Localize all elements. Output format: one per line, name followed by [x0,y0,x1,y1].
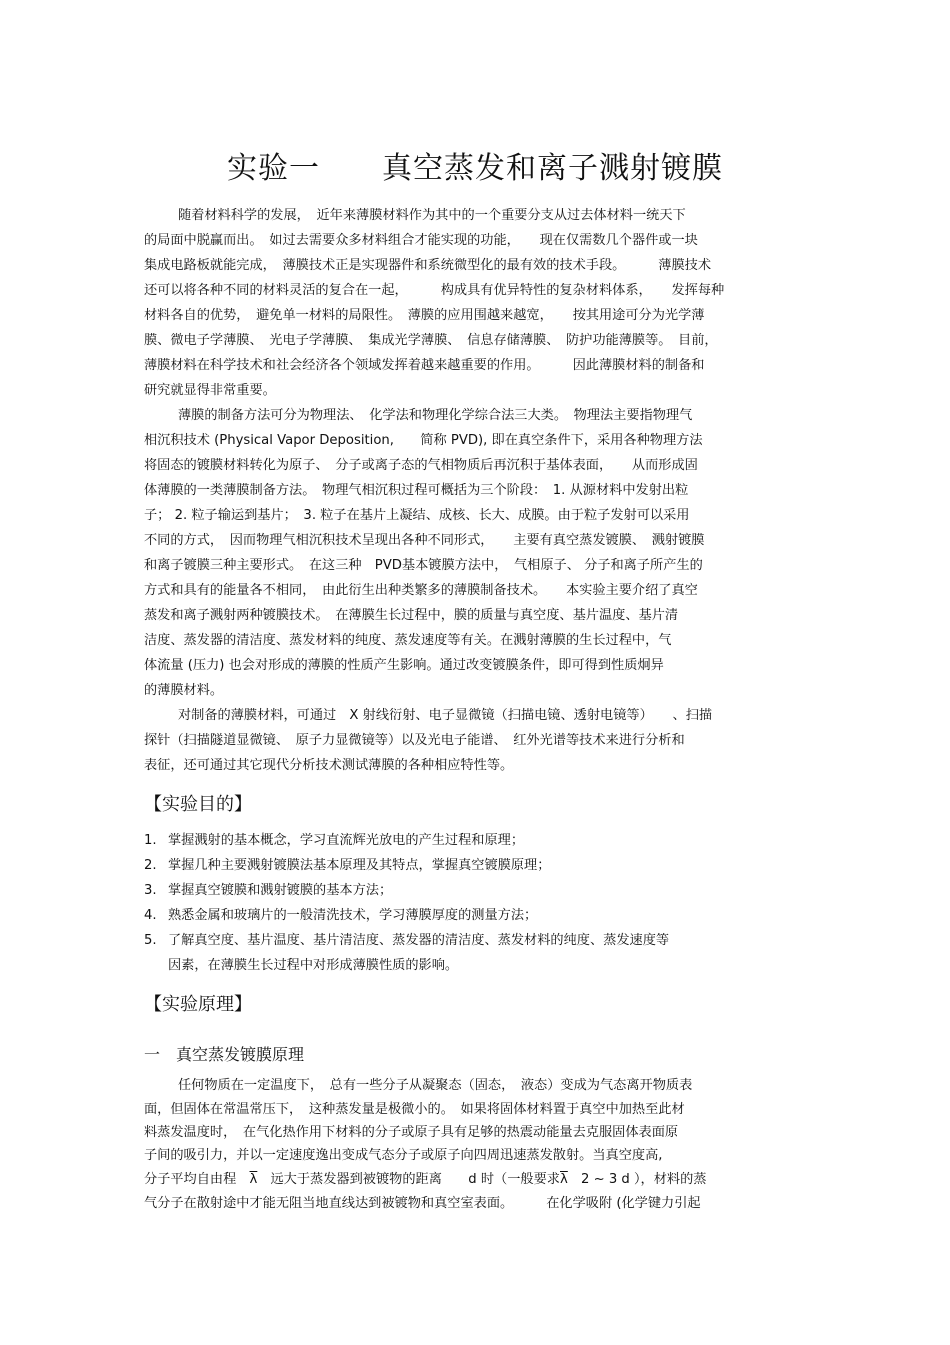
subsection-heading: 一 真空蒸发镀膜原理 [144,1045,305,1064]
list-item [144,857,550,875]
paragraph-line: 随着材料科学的发展， 近年来薄膜材料作为其中的一个重要分支从过去体材料一统天下 [178,208,686,223]
list-item [144,907,537,925]
list-item [144,882,392,900]
paragraph-line: 将固态的镀膜材料转化为原子、 分子或离子态的气相物质后再沉积于基体表面， 从而形成固 [144,458,698,473]
paragraph-line: 体薄膜的一类薄膜制备方法。 物理气相沉积过程可概括为三个阶段： 1. 从源材料中发射出粒 [144,483,689,498]
paragraph-line: 不同的方式， 因而物理气相沉积技术呈现出各种不同形式， 主要有真空蒸发镀膜、 溅射镀膜 [144,533,705,548]
lambda-symbol: $\overline{\lambda}$ [249,1172,258,1187]
section-heading-purpose: 【实验目的】 [144,794,252,815]
paragraph-line: 子间的吸引力，并以一定速度逸出变成气态分子或原子向四周迅速蒸发散射。当真空度高, [144,1148,663,1163]
text-segment: 分子平均自由程 [144,1172,250,1187]
paragraph-line: 体流量 (压力) 也会对形成的薄膜的性质产生影响。通过改变镀膜条件，即可得到性质炯异 [144,658,664,673]
paragraph-line: 研究就显得非常重要。 [144,383,276,398]
text-segment: 2 ~ 3 d ），材料的蒸 [567,1172,707,1187]
paragraph-line: 子； 2. 粒子输运到基片； 3. 粒子在基片上凝结、成核、长大、成膜。由于粒子发射可以采用 [144,508,690,523]
paragraph-line: 料蒸发温度时， 在气化热作用下材料的分子或原子具有足够的热震动能量去克服固体表面原 [144,1125,679,1140]
paragraph-line: 表征，还可通过其它现代分析技术测试薄膜的各种相应特性等。 [144,758,514,773]
paragraph-line: 和离子镀膜三种主要形式。 在这三种 PVD基本镀膜方法中， 气相原子、 分子和离子所产生的 [144,558,703,573]
list-item [144,832,524,850]
lambda-symbol: $\overline{\lambda}$ [560,1172,568,1187]
list-text: 熟悉金属和玻璃片的一般清洗技术，学习薄膜厚度的测量方法； [168,908,538,923]
list-text: 掌握几种主要溅射镀膜法基本原理及其特点，掌握真空镀膜原理； [168,858,551,873]
paragraph-line: 的局面中脱赢而出。 如过去需要众多材料组合才能实现的功能， 现在仅需数几个器件或一块 [144,233,698,248]
list-number: 4. [144,908,157,923]
page-title: 实验一 真空蒸发和离子溅射镀膜 [227,151,723,186]
paragraph-line: 任何物质在一定温度下， 总有一些分子从凝聚态（固态， 液态）变成为气态离开物质表 [178,1078,693,1093]
list-item-continuation: 因素，在薄膜生长过程中对形成薄膜性质的影响。 [168,958,459,973]
list-text: 了解真空度、基片温度、基片清洁度、蒸发器的清洁度、蒸发材料的纯度、蒸发速度等 [168,933,670,948]
paragraph-line: 薄膜材料在科学技术和社会经济各个领域发挥着越来越重要的作用。 因此薄膜材料的制备和 [144,358,705,373]
paragraph-line: 的薄膜材料。 [144,683,224,698]
paragraph-line: 洁度、蒸发器的清洁度、蒸发材料的纯度、蒸发速度等有关。在溅射薄膜的生长过程中，气 [144,633,672,648]
text-segment: 远大于蒸发器到被镀物的距离 d 时（一般要求 [257,1172,560,1187]
list-item [144,932,669,950]
list-number: 5. [144,933,157,948]
paragraph-line: 相沉积技术 (Physical Vapor Deposition, 简称 PVD), 即在真空条件下，采用各种物理方法 [144,433,703,448]
paragraph-line: 对制备的薄膜材料，可通过 X 射线衍射、电子显微镜（扫描电镜、透射电镜等） 、扫描 [178,708,713,723]
list-number: 1. [144,833,157,848]
paragraph-line: 材料各自的优势， 避免单一材料的局限性。 薄膜的应用围越来越宽， 按其用途可分为光学薄 [144,308,705,323]
paragraph-line: 膜、微电子学薄膜、 光电子学薄膜、 集成光学薄膜、 信息存储薄膜、 防护功能薄膜等。 目前， [144,333,718,348]
paragraph-line-lambda [144,1171,707,1189]
paragraph-line: 探针（扫描隧道显微镜、 原子力显微镜等）以及光电子能谱、 红外光谱等技术来进行分析和 [144,733,685,748]
paragraph-line: 蒸发和离子溅射两种镀膜技术。 在薄膜生长过程中，膜的质量与真空度、基片温度、基片清 [144,608,679,623]
paragraph-line: 集成电路板就能完成， 薄膜技术正是实现器件和系统微型化的最有效的技术手段。 薄膜技术 [144,258,712,273]
section-heading-principle: 【实验原理】 [144,994,252,1015]
list-text: 掌握溅射的基本概念，学习直流辉光放电的产生过程和原理； [168,833,525,848]
list-number: 2. [144,858,157,873]
paragraph-line: 还可以将各种不同的材料灵活的复合在一起， 构成具有优异特性的复杂材料体系， 发挥每种 [144,283,725,298]
paragraph-line: 方式和具有的能量各不相同， 由此衍生出种类繁多的薄膜制备技术。 本实验主要介绍了真空 [144,583,698,598]
list-number: 3. [144,883,157,898]
paragraph-line: 气分子在散射途中才能无阻当地直线达到被镀物和真空室表面。 在化学吸附 (化学键力引起 [144,1196,701,1211]
paragraph-line: 薄膜的制备方法可分为物理法、 化学法和物理化学综合法三大类。 物理法主要指物理气 [178,408,693,423]
paragraph-line: 面，但固体在常温常压下， 这种蒸发量是极微小的。 如果将固体材料置于真空中加热至此材 [144,1102,685,1117]
list-text: 掌握真空镀膜和溅射镀膜的基本方法； [168,883,393,898]
